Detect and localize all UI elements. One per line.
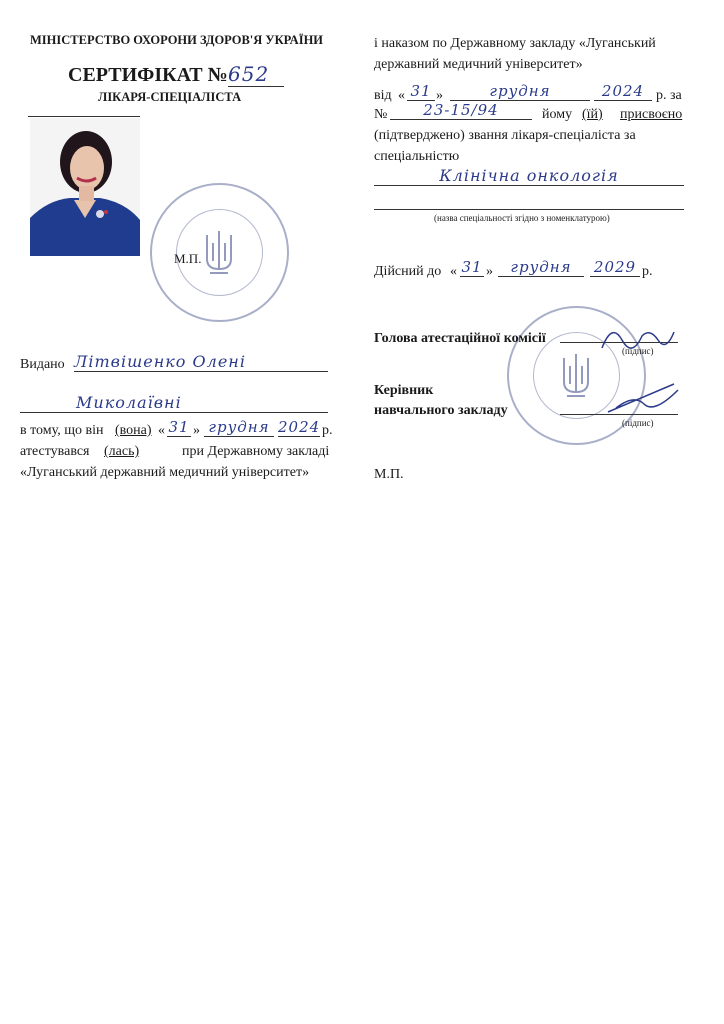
attest-year: 2024 — [278, 418, 321, 436]
order-line4: (підтверджено) звання лікаря-спеціаліста за — [374, 128, 636, 143]
ministry-heading: МІНІСТЕРСТВО ОХОРОНИ ЗДОРОВ'Я УКРАЇНИ — [30, 33, 324, 47]
valid-year-suffix: р. — [642, 264, 653, 279]
specialty-note: (назва спеціальності згідно з номенклатурою) — [434, 213, 610, 223]
holder-name-line1: Літвішенко Олені — [74, 352, 328, 372]
issued-label: Видано — [20, 357, 65, 372]
order-close-quote: » — [436, 88, 443, 103]
order-year-suffix: р. за — [656, 88, 682, 103]
commission-signature-note: (підпис) — [622, 346, 654, 356]
specialty-value: Клінічна онкологія — [374, 166, 684, 186]
seal-mark-label: М.П. — [174, 251, 202, 266]
commission-head-label: Голова атестаційної комісії — [374, 331, 546, 346]
open-quote: « — [158, 423, 165, 438]
order-line5: спеціальністю — [374, 149, 460, 164]
order-day: 31 — [407, 82, 435, 101]
specialty-second-line — [374, 209, 684, 210]
right-seal-mark-label: М.П. — [374, 467, 404, 482]
order-number-label: № — [374, 107, 388, 122]
certificate-title: СЕРТИФІКАТ № — [68, 64, 228, 86]
director-signature — [604, 380, 682, 418]
close-quote: » — [193, 423, 200, 438]
director-signature-note: (підпис) — [622, 418, 654, 428]
valid-year: 2029 — [590, 258, 640, 277]
valid-close-quote: » — [486, 264, 493, 279]
attest-month: грудня — [204, 418, 274, 437]
order-number: 23-15/94 — [390, 101, 532, 120]
order-open-quote: « — [398, 88, 405, 103]
valid-until-label: Дійсний до — [374, 264, 442, 279]
iy-word: (їй) — [582, 107, 603, 122]
order-month: грудня — [450, 82, 590, 101]
order-line2: державний медичний університет» — [374, 57, 583, 72]
certificate-number: 652 — [228, 62, 284, 87]
official-seal — [150, 183, 289, 322]
gender-vona: (вона) — [115, 423, 152, 438]
photo-top-rule — [28, 116, 140, 117]
holder-name-line2: Миколаївні — [20, 393, 328, 413]
attest-day: 31 — [168, 418, 190, 436]
holder-photo — [30, 118, 140, 256]
order-date-label: від — [374, 88, 392, 103]
that-prefix: в тому, що він — [20, 423, 104, 438]
year-suffix: р. — [322, 423, 333, 438]
valid-month: грудня — [498, 258, 584, 277]
trident-icon-2 — [559, 352, 593, 398]
attested-place: при Державному закладі — [182, 444, 330, 459]
director-label-line2: навчального закладу — [374, 403, 508, 418]
valid-open-quote: « — [450, 264, 457, 279]
order-year: 2024 — [594, 82, 652, 101]
attested-word: атестувався — [20, 444, 90, 459]
prysvoeno-word: присвоєно — [620, 107, 683, 122]
valid-day: 31 — [461, 258, 483, 276]
director-label-line1: Керівник — [374, 383, 434, 398]
attested-suffix: (лась) — [104, 444, 140, 459]
trident-icon — [202, 229, 236, 275]
order-line1: і наказом по Державному закладу «Луганський — [374, 36, 656, 51]
yomu-word: йому — [542, 107, 573, 122]
university-name: «Луганський державний медичний університет» — [20, 465, 310, 480]
certificate-subtitle: ЛІКАРЯ-СПЕЦІАЛІСТА — [98, 90, 242, 104]
